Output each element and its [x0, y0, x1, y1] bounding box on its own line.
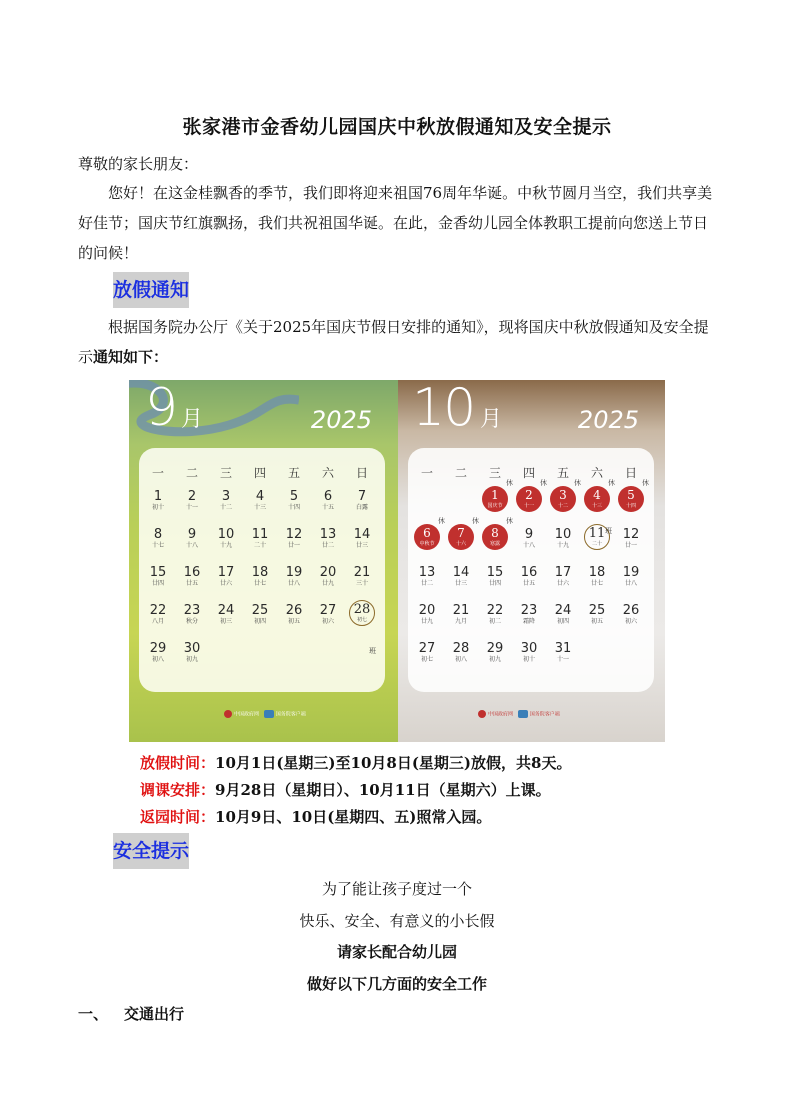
calendar-day: [313, 490, 343, 512]
day-number: 14: [452, 565, 470, 580]
lunar-label: 十九: [219, 542, 232, 549]
day-number: 6: [323, 489, 333, 504]
lunar-label: 廿九: [420, 618, 433, 625]
gov-emblem-icon: [224, 710, 232, 718]
lunar-label: 初五: [590, 618, 603, 625]
holiday-label: 放假时间：: [140, 754, 216, 772]
lunar-label: 初七: [420, 656, 433, 663]
calendar-day: [211, 490, 241, 512]
lunar-label: 十八: [522, 542, 535, 549]
lunar-label: 中秋节: [419, 541, 435, 547]
lunar-label: 廿四: [488, 580, 501, 587]
lunar-label: 十四: [625, 503, 636, 509]
holiday-tag: 休: [540, 479, 547, 487]
day-number: 7: [457, 526, 465, 540]
center-line-3: 请家长配合幼儿园: [336, 943, 457, 961]
lunar-label: 廿三: [454, 580, 467, 587]
calendar-day: [582, 566, 612, 588]
lunar-label: 初六: [624, 618, 637, 625]
lunar-label: 廿八: [287, 580, 300, 587]
calendar-day: [143, 566, 173, 588]
calendar-day: [279, 528, 309, 550]
center-line-1: 为了能让孩子度过一个: [321, 880, 472, 898]
lunar-label: 初三: [219, 618, 232, 625]
list-number: 一、: [78, 1005, 109, 1023]
gov-emblem-icon: [478, 710, 486, 718]
holiday-tag: 休: [506, 479, 513, 487]
day-number: 17: [554, 565, 572, 580]
notice-paragraph: [78, 312, 718, 372]
day-number: 8: [491, 526, 499, 540]
lunar-label: 十九: [556, 542, 569, 549]
day-number: 13: [418, 565, 436, 580]
calendar-day: [548, 528, 578, 550]
day-number: 28: [452, 641, 470, 656]
weekday-wed: 三: [488, 466, 501, 480]
day-number: 20: [418, 603, 436, 618]
day-number: 27: [418, 641, 436, 656]
calendar-day: [412, 604, 442, 626]
calendar-day: [616, 528, 646, 550]
calendar-day: [548, 604, 578, 626]
lunar-label: 廿一: [624, 542, 637, 549]
weekday-sat: 六: [590, 466, 603, 480]
lunar-label: 初五: [287, 618, 300, 625]
day-number: 25: [251, 603, 269, 618]
calendar-day: [548, 566, 578, 588]
lunar-label: 十四: [287, 504, 300, 511]
lunar-label: 廿三: [355, 542, 368, 549]
lunar-label: 廿九: [321, 580, 334, 587]
calendar-day: [548, 642, 578, 664]
calendar-day: [616, 566, 646, 588]
lunar-label: 寒露: [489, 541, 500, 547]
day-number: 3: [221, 489, 231, 504]
day-number: 28: [353, 602, 371, 617]
day-number: 24: [554, 603, 572, 618]
day-number: 22: [486, 603, 504, 618]
day-number: 11: [588, 526, 606, 541]
calendar-day: [446, 566, 476, 588]
lunar-label: 初四: [253, 618, 266, 625]
calendar-day: [143, 528, 173, 550]
list-item: [78, 1003, 184, 1024]
calendar-day: [211, 604, 241, 626]
day-number: 26: [285, 603, 303, 618]
lunar-label: 初十: [522, 656, 535, 663]
weekday-thu: 四: [522, 466, 535, 480]
day-number: 20: [319, 565, 337, 580]
app-icon: [518, 710, 528, 718]
calendar-day: [480, 566, 510, 588]
page-title: 张家港市金香幼儿园国庆中秋放假通知及安全提示: [182, 116, 612, 138]
lunar-label: 十一: [185, 504, 198, 511]
day-number: 9: [524, 527, 534, 542]
day-number: 29: [149, 641, 167, 656]
calendar-year: 2025: [577, 406, 639, 434]
weekday-mon: 一: [420, 466, 433, 480]
day-number: 19: [285, 565, 303, 580]
logo2-text: 国务院客户端: [529, 711, 560, 718]
calendar-day: [347, 490, 377, 512]
calendar-day: [279, 566, 309, 588]
holiday-tag: 休: [472, 517, 479, 525]
calendar-grid: [139, 448, 385, 692]
lunar-label: 廿四: [151, 580, 164, 587]
day-number: 23: [183, 603, 201, 618]
calendar-day: [514, 528, 544, 550]
section-heading-holiday: 放假通知: [113, 272, 189, 308]
lunar-label: 三十: [355, 580, 368, 587]
day-number: 24: [217, 603, 235, 618]
lunar-label: 廿二: [321, 542, 334, 549]
day-number: 13: [319, 527, 337, 542]
holiday-text: 10月1日(星期三)至10月8日(星期三)放假，共8天。: [215, 754, 572, 772]
day-number: 7: [357, 489, 367, 504]
intro-paragraph: 您好！在这金桂飘香的季节，我们即将迎来祖国76周年华诞。中秋节圆月当空，我们共享美好佳节；国庆节红旗飘扬，我们共祝祖国华诞。在此，金香幼儿园全体教职工提前向您送上节日的问候！: [78, 184, 713, 262]
month-unit: 月: [480, 407, 503, 432]
holiday-tag: 休: [574, 479, 581, 487]
return-text: 10月9日、10日(星期四、五)照常入园。: [215, 808, 492, 826]
calendar-day: [177, 642, 207, 664]
lunar-label: 十七: [151, 542, 164, 549]
day-number: 30: [520, 641, 538, 656]
calendar-day: [177, 566, 207, 588]
calendar-day: [177, 490, 207, 512]
calendar-year: 2025: [310, 406, 372, 434]
calendar-grid: [408, 448, 654, 692]
day-number: 14: [353, 527, 371, 542]
day-number: 4: [593, 488, 601, 502]
weekday-sun: 日: [355, 466, 368, 480]
day-number: 10: [554, 527, 572, 542]
weekday-sun: 日: [624, 466, 637, 480]
work-tag: 班: [605, 527, 612, 535]
calendar-day: [446, 604, 476, 626]
calendar-day: [482, 486, 508, 512]
lunar-label: 十三: [591, 503, 602, 509]
day-number: 8: [153, 527, 163, 542]
calendar-day: [347, 566, 377, 588]
day-number: 17: [217, 565, 235, 580]
lunar-label: 十一: [556, 656, 569, 663]
calendar-day: [582, 604, 612, 626]
lunar-label: 廿五: [185, 580, 198, 587]
month-number: 10: [412, 380, 475, 438]
day-number: 16: [183, 565, 201, 580]
app-icon: [264, 710, 274, 718]
makeup-label: 调课安排：: [140, 781, 216, 799]
calendar-day: [514, 566, 544, 588]
day-number: 2: [187, 489, 197, 504]
october-calendar: [398, 380, 665, 742]
lunar-label: 廿七: [253, 580, 266, 587]
day-number: 15: [149, 565, 167, 580]
day-number: 9: [187, 527, 197, 542]
lunar-label: 初八: [151, 656, 164, 663]
lunar-label: 八月: [151, 618, 164, 625]
calendar-day: [143, 642, 173, 664]
calendar-day: [550, 486, 576, 512]
calendar-day: [211, 566, 241, 588]
lunar-label: 秋分: [185, 618, 198, 625]
calendar-day: [516, 486, 542, 512]
day-number: 10: [217, 527, 235, 542]
gov-logos: [478, 710, 560, 718]
gov-logos: [224, 710, 306, 718]
day-number: 4: [255, 489, 265, 504]
day-number: 1: [153, 489, 163, 504]
calendar-day: [616, 604, 646, 626]
day-number: 16: [520, 565, 538, 580]
day-number: 27: [319, 603, 337, 618]
calendar-day: [514, 642, 544, 664]
day-number: 5: [289, 489, 299, 504]
calendar-day: [143, 490, 173, 512]
calendar-day: [279, 490, 309, 512]
lunar-label: 二十: [253, 542, 266, 549]
calendar-day: [412, 642, 442, 664]
september-calendar: [129, 380, 398, 742]
holiday-tag: 休: [506, 517, 513, 525]
holiday-tag: 休: [642, 479, 649, 487]
section-heading-safety: 安全提示: [113, 833, 189, 869]
lunar-label: 廿六: [219, 580, 232, 587]
lunar-label: 国庆节: [487, 503, 503, 509]
calendar-day: [279, 604, 309, 626]
lunar-label: 廿六: [556, 580, 569, 587]
calendar-day: [414, 524, 440, 550]
day-number: 11: [251, 527, 269, 542]
lunar-label: 十一: [523, 503, 534, 509]
day-number: 26: [622, 603, 640, 618]
calendar-day: [448, 524, 474, 550]
logo1-text: 中国政府网: [488, 711, 514, 718]
day-number: 30: [183, 641, 201, 656]
calendar-day: [482, 524, 508, 550]
lunar-label: 霜降: [522, 618, 535, 625]
day-number: 29: [486, 641, 504, 656]
lunar-label: 白露: [355, 504, 368, 511]
lunar-label: 初四: [556, 618, 569, 625]
lunar-label: 初八: [454, 656, 467, 663]
weekday-fri: 五: [556, 466, 569, 480]
holiday-tag: 休: [438, 517, 445, 525]
day-number: 1: [491, 488, 499, 502]
day-number: 19: [622, 565, 640, 580]
calendar-day: [514, 604, 544, 626]
center-line-2: 快乐、安全、有意义的小长假: [299, 912, 495, 930]
calendar-day: [313, 604, 343, 626]
holiday-line: [140, 752, 571, 773]
lunar-label: 十二: [557, 503, 568, 509]
lunar-label: 十六: [455, 541, 466, 547]
lunar-label: 初十: [151, 504, 164, 511]
calendar-day: [347, 528, 377, 550]
calendar-day: [177, 604, 207, 626]
lunar-label: 九月: [454, 618, 467, 625]
day-number: 25: [588, 603, 606, 618]
day-number: 2: [525, 488, 533, 502]
logo2-text: 国务院客户端: [275, 711, 306, 718]
calendar-day: [446, 642, 476, 664]
day-number: 6: [423, 526, 431, 540]
calendar-day: [177, 528, 207, 550]
weekday-mon: 一: [151, 466, 164, 480]
day-number: 18: [588, 565, 606, 580]
month-unit: 月: [181, 407, 204, 432]
lunar-label: 十三: [253, 504, 266, 511]
day-number: 12: [285, 527, 303, 542]
makeup-line: [140, 779, 551, 800]
calendar-day: [245, 528, 275, 550]
salutation: 尊敬的家长朋友：: [78, 155, 199, 173]
notice-bold: 通知如下：: [93, 348, 169, 366]
day-number: 22: [149, 603, 167, 618]
day-number: 31: [554, 641, 572, 656]
lunar-label: 廿八: [624, 580, 637, 587]
calendar-day: [618, 486, 644, 512]
calendar-day: [349, 600, 375, 626]
day-number: 23: [520, 603, 538, 618]
lunar-label: 廿七: [590, 580, 603, 587]
weekday-tue: 二: [454, 466, 467, 480]
calendar-day: [211, 528, 241, 550]
lunar-label: 廿二: [420, 580, 433, 587]
day-number: 5: [627, 488, 635, 502]
lunar-label: 初九: [185, 656, 198, 663]
calendar-day: [584, 486, 610, 512]
lunar-label: 十五: [321, 504, 334, 511]
lunar-label: 初二: [488, 618, 501, 625]
lunar-label: 十二: [219, 504, 232, 511]
lunar-label: 二十: [591, 541, 602, 547]
day-number: 21: [353, 565, 371, 580]
lunar-label: 十八: [185, 542, 198, 549]
weekday-wed: 三: [219, 466, 232, 480]
calendar-day: [313, 566, 343, 588]
weekday-fri: 五: [287, 466, 300, 480]
calendar-day: [480, 604, 510, 626]
calendar-day: [143, 604, 173, 626]
lunar-label: 廿一: [287, 542, 300, 549]
lunar-label: 初七: [356, 617, 367, 623]
center-line-4: 做好以下几方面的安全工作: [306, 975, 487, 993]
logo1-text: 中国政府网: [234, 711, 260, 718]
notice-text: 根据国务院办公厅《关于2025年国庆节假日安排的通知》，现将国庆中秋放假通知及安全提示: [78, 318, 709, 366]
work-tag: 班: [369, 647, 376, 655]
lunar-label: 初六: [321, 618, 334, 625]
lunar-label: 初九: [488, 656, 501, 663]
month-number: 9: [145, 380, 177, 438]
holiday-tag: 休: [608, 479, 615, 487]
calendar-day: [245, 490, 275, 512]
day-number: 21: [452, 603, 470, 618]
day-number: 12: [622, 527, 640, 542]
day-number: 18: [251, 565, 269, 580]
calendar-day: [245, 604, 275, 626]
list-text: 交通出行: [124, 1005, 185, 1023]
weekday-sat: 六: [321, 466, 334, 480]
day-number: 15: [486, 565, 504, 580]
makeup-text: 9月28日（星期日）、10月11日（星期六）上课。: [215, 781, 551, 799]
day-number: 3: [559, 488, 567, 502]
return-line: [140, 806, 491, 827]
weekday-tue: 二: [185, 466, 198, 480]
calendar-day: [480, 642, 510, 664]
calendar-day: [245, 566, 275, 588]
weekday-thu: 四: [253, 466, 266, 480]
return-label: 返园时间：: [140, 808, 216, 826]
calendar-day: [313, 528, 343, 550]
calendar-day: [412, 566, 442, 588]
lunar-label: 廿五: [522, 580, 535, 587]
